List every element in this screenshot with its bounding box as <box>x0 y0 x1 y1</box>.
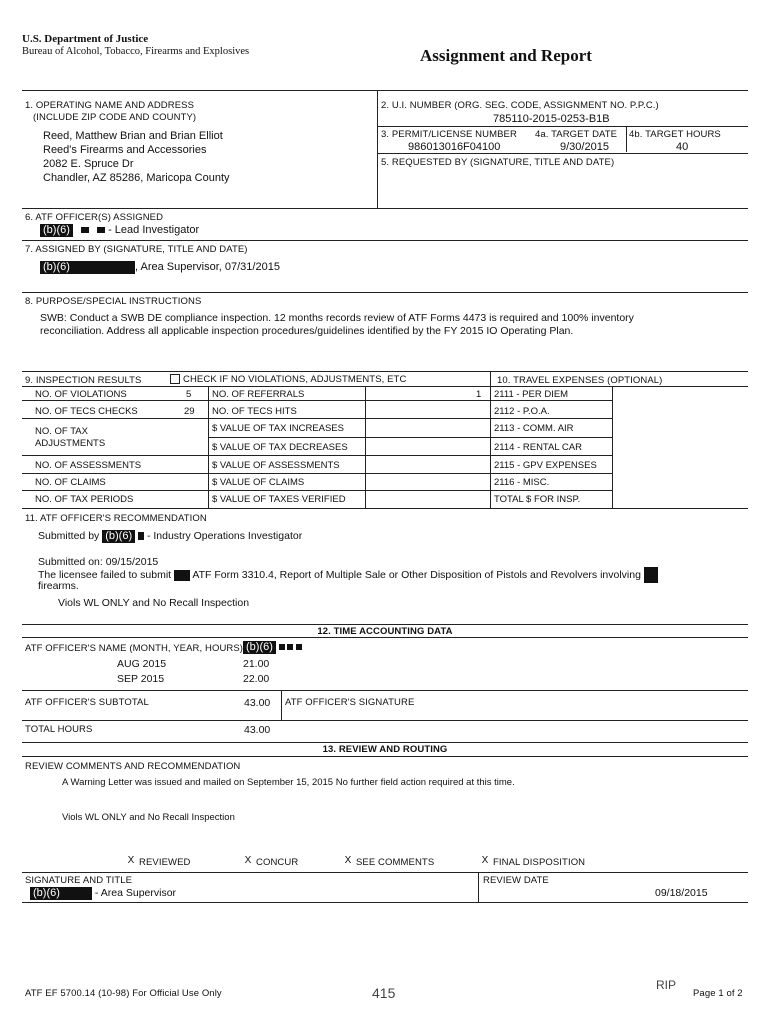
officer-name-redaction <box>243 641 302 654</box>
address-line: Chandler, AZ 85286, Maricopa County <box>43 172 230 184</box>
reviewed-label: REVIEWED <box>139 857 191 868</box>
officer-subtotal-label: ATF OFFICER'S SUBTOTAL <box>25 697 149 708</box>
total-hours-value: 43.00 <box>244 724 271 736</box>
final-disposition-check[interactable] <box>480 857 585 868</box>
total-hours-label: TOTAL HOURS <box>25 724 93 735</box>
tecs-checks-value: 29 <box>184 406 195 417</box>
recommendation-text-b: ATF Form 3310.4, Report of Multiple Sale or Other Disposition of Pistols and Revolvers involving <box>192 568 641 581</box>
travel-poa: 2112 - P.O.A. <box>494 406 550 417</box>
form-title: Assignment and Report <box>420 46 592 65</box>
assigned-by-text: , Area Supervisor, 07/31/2015 <box>135 261 280 273</box>
see-comments-label: SEE COMMENTS <box>356 857 435 868</box>
see-comments-checkbox[interactable]: X <box>344 855 352 867</box>
travel-total: TOTAL $ FOR INSP. <box>494 494 581 505</box>
address-line: Reed, Matthew Brian and Brian Elliot <box>43 130 223 142</box>
operating-address <box>43 129 230 185</box>
redaction-block: (b)(6) <box>40 261 135 274</box>
travel-per-diem: 2111 - PER DIEM <box>494 389 569 400</box>
signature-title-label: SIGNATURE AND TITLE <box>25 875 133 886</box>
assigned-by-value <box>40 261 280 274</box>
redaction-block: (b)(6) <box>243 641 276 654</box>
concur-check[interactable] <box>243 857 298 868</box>
recommendation-text-c: firearms. <box>38 580 79 592</box>
officer-role: - Lead Investigator <box>108 224 200 236</box>
form-number: ATF EF 5700.14 (10-98) For Official Use Only <box>25 988 222 999</box>
redaction-block: (b)(6) <box>30 887 92 900</box>
review-comment: A Warning Letter was issued and mailed on September 15, 2015 No further field action required at this time. <box>62 777 515 788</box>
tax-adjustments-label-2: ADJUSTMENTS <box>35 438 106 449</box>
permit-value: 986013016F04100 <box>408 141 501 153</box>
target-date-value: 9/30/2015 <box>560 141 609 153</box>
tecs-checks-label: NO. OF TECS CHECKS <box>35 406 138 417</box>
signature-title-value <box>30 887 176 900</box>
review-comment: Viols WL ONLY and No Recall Inspection <box>62 812 235 823</box>
agency-name: U.S. Department of Justice <box>22 33 149 45</box>
concur-checkbox[interactable]: X <box>244 855 252 867</box>
redaction-block <box>97 227 105 233</box>
reviewed-checkbox[interactable]: X <box>127 855 135 867</box>
signature-role: - Area Supervisor <box>94 887 177 899</box>
target-date-label: 4a. TARGET DATE <box>535 129 618 140</box>
redaction-block <box>296 644 302 650</box>
address-line: Reed's Firearms and Accessories <box>43 144 207 156</box>
target-hours-value: 40 <box>676 141 689 153</box>
recommendation-text-a: The licensee failed to submit <box>38 568 172 581</box>
final-disposition-checkbox[interactable]: X <box>481 855 489 867</box>
tax-periods-label: NO. OF TAX PERIODS <box>35 494 134 505</box>
operating-name-label: 1. OPERATING NAME AND ADDRESS <box>25 100 195 111</box>
operating-name-sublabel: (INCLUDE ZIP CODE AND COUNTY) <box>33 112 197 123</box>
review-date-label: REVIEW DATE <box>483 875 549 886</box>
redaction-block <box>81 227 89 233</box>
time-month: SEP 2015 <box>117 673 165 685</box>
purpose-text <box>40 312 740 338</box>
tecs-hits-label: NO. OF TECS HITS <box>212 406 297 417</box>
value-assessments-label: $ VALUE OF ASSESSMENTS <box>212 460 340 471</box>
submitted-on: Submitted on: 09/15/2015 <box>38 556 159 568</box>
travel-expenses-label: 10. TRAVEL EXPENSES (OPTIONAL) <box>497 375 663 386</box>
concur-label: CONCUR <box>256 857 299 868</box>
permit-label: 3. PERMIT/LICENSE NUMBER <box>381 129 517 140</box>
ui-number-label: 2. U.I. NUMBER (ORG. SEG. CODE, ASSIGNMENT NO. P.P.C.) <box>381 100 659 111</box>
claims-label: NO. OF CLAIMS <box>35 477 106 488</box>
assigned-by-label: 7. ASSIGNED BY (SIGNATURE, TITLE AND DATE) <box>25 244 248 255</box>
time-hours: 22.00 <box>243 673 270 685</box>
bureau-name: Bureau of Alcohol, Tobacco, Firearms and Explosives <box>22 46 250 57</box>
final-disposition-label: FINAL DISPOSITION <box>493 857 586 868</box>
redaction-block <box>287 644 293 650</box>
submitted-by <box>38 530 302 543</box>
time-month: AUG 2015 <box>117 658 167 670</box>
taxes-verified-label: $ VALUE OF TAXES VERIFIED <box>212 494 346 505</box>
recommendation-note: Viols WL ONLY and No Recall Inspection <box>58 597 250 609</box>
value-claims-label: $ VALUE OF CLAIMS <box>212 477 305 488</box>
redaction-block <box>174 570 190 581</box>
redaction-block: (b)(6) <box>102 530 135 543</box>
redaction-block <box>279 644 285 650</box>
review-date-value: 09/18/2015 <box>655 887 708 899</box>
travel-rental-car: 2114 - RENTAL CAR <box>494 442 582 453</box>
ui-number-value: 785110-2015-0253-B1B <box>493 113 610 125</box>
inspection-results-label: 9. INSPECTION RESULTS <box>25 375 142 386</box>
redaction-block: (b)(6) <box>40 224 73 237</box>
no-violations-checkbox[interactable] <box>170 374 180 384</box>
officer-subtotal-value: 43.00 <box>244 697 271 709</box>
violations-label: NO. OF VIOLATIONS <box>35 389 127 400</box>
see-comments-check[interactable] <box>343 857 434 868</box>
travel-misc: 2116 - MISC. <box>494 477 550 488</box>
purpose-line: reconciliation. Address all applicable inspection procedures/guidelines identified by the FY 2015 IO Operating Plan. <box>40 325 574 337</box>
officers-assigned-label: 6. ATF OFFICER(S) ASSIGNED <box>25 212 164 223</box>
redaction-block <box>644 567 658 583</box>
requested-by-label: 5. REQUESTED BY (SIGNATURE, TITLE AND DATE) <box>381 157 615 168</box>
violations-value: 5 <box>186 389 192 400</box>
tax-increases-label: $ VALUE OF TAX INCREASES <box>212 423 344 434</box>
no-violations-check-label: CHECK IF NO VIOLATIONS, ADJUSTMENTS, ETC <box>183 374 407 385</box>
travel-gpv: 2115 - GPV EXPENSES <box>494 460 597 471</box>
travel-comm-air: 2113 - COMM. AIR <box>494 423 574 434</box>
recommendation-text <box>38 567 658 583</box>
referrals-label: NO. OF REFERRALS <box>212 389 305 400</box>
no-violations-check <box>170 374 406 385</box>
redaction-block <box>138 532 144 540</box>
tax-adjustments-label: NO. OF TAX <box>35 426 88 437</box>
referrals-value: 1 <box>476 389 482 400</box>
submitted-by-prefix: Submitted by <box>38 530 100 542</box>
officers-assigned-value <box>40 224 199 237</box>
page-number: Page 1 of 2 <box>693 988 743 999</box>
purpose-label: 8. PURPOSE/SPECIAL INSTRUCTIONS <box>25 296 202 307</box>
target-hours-label: 4b. TARGET HOURS <box>629 129 721 140</box>
tax-decreases-label: $ VALUE OF TAX DECREASES <box>212 442 348 453</box>
reviewed-check[interactable] <box>126 857 190 868</box>
officer-name-label: ATF OFFICER'S NAME (MONTH, YEAR, HOURS) <box>25 643 244 654</box>
officer-signature-label: ATF OFFICER'S SIGNATURE <box>285 697 415 708</box>
assessments-label: NO. OF ASSESSMENTS <box>35 460 142 471</box>
recommendation-label: 11. ATF OFFICER'S RECOMMENDATION <box>25 513 207 524</box>
submitted-by-role: - Industry Operations Investigator <box>146 530 303 542</box>
review-comments-label: REVIEW COMMENTS AND RECOMMENDATION <box>25 761 241 772</box>
page-stamp: 415 <box>372 985 396 1001</box>
time-accounting-title: 12. TIME ACCOUNTING DATA <box>317 626 453 637</box>
review-routing-title: 13. REVIEW AND ROUTING <box>322 744 448 755</box>
purpose-line: SWB: Conduct a SWB DE compliance inspection. 12 months records review of ATF Forms 4473 is required and 100% inventory <box>40 312 634 324</box>
time-hours: 21.00 <box>243 658 270 670</box>
rip-stamp: RIP <box>656 978 677 992</box>
address-line: 2082 E. Spruce Dr <box>43 158 134 170</box>
